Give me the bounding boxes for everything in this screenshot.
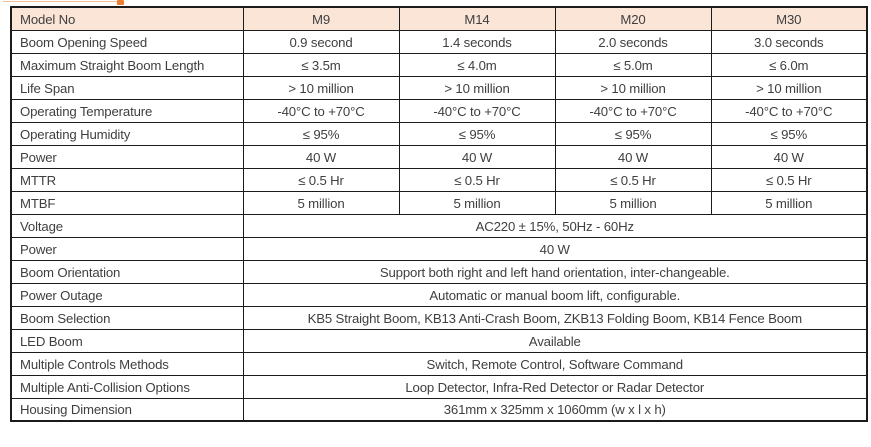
spec-value-cell-span: Support both right and left hand orientation, inter-changeable. (243, 260, 867, 283)
spec-label-cell: Life Span (11, 76, 243, 99)
spec-label-cell: Multiple Controls Methods (11, 352, 243, 375)
spec-value-cell: 5 million (399, 191, 555, 214)
spec-value-cell: -40°C to +70°C (399, 99, 555, 122)
spec-label-cell: Operating Temperature (11, 99, 243, 122)
spec-value-cell: ≤ 5.0m (555, 53, 711, 76)
table-row (11, 99, 867, 122)
spec-label-cell: MTTR (11, 168, 243, 191)
spec-value-cell: ≤ 95% (711, 122, 867, 145)
spec-label-cell: Boom Opening Speed (11, 30, 243, 53)
table-row (11, 398, 867, 421)
spec-value-cell: 5 million (243, 191, 399, 214)
table-row (11, 191, 867, 214)
table-row (11, 53, 867, 76)
spec-value-cell: ≤ 95% (555, 122, 711, 145)
spec-value-cell-span: Automatic or manual boom lift, configurable. (243, 283, 867, 306)
spec-label-cell: Housing Dimension (11, 398, 243, 421)
spec-value-cell: ≤ 0.5 Hr (711, 168, 867, 191)
table-row (11, 168, 867, 191)
spec-value-cell: ≤ 95% (243, 122, 399, 145)
spec-label-cell: Voltage (11, 214, 243, 237)
spec-value-cell: ≤ 0.5 Hr (399, 168, 555, 191)
spec-value-cell: > 10 million (243, 76, 399, 99)
spec-value-cell: 5 million (555, 191, 711, 214)
spec-label-cell: Power (11, 145, 243, 168)
spec-value-cell-span: Loop Detector, Infra-Red Detector or Radar Detector (243, 375, 867, 398)
spec-value-cell: ≤ 3.5m (243, 53, 399, 76)
spec-value-cell: -40°C to +70°C (243, 99, 399, 122)
spec-label-cell: Boom Selection (11, 306, 243, 329)
table-row (11, 237, 867, 260)
table-row (11, 145, 867, 168)
table-row (11, 352, 867, 375)
spec-value-cell: ≤ 6.0m (711, 53, 867, 76)
spec-value-cell: 40 W (399, 145, 555, 168)
table-row (11, 260, 867, 283)
spec-value-cell: 3.0 seconds (711, 30, 867, 53)
spec-value-cell-span: Available (243, 329, 867, 352)
spec-value-cell: -40°C to +70°C (555, 99, 711, 122)
spec-value-cell: -40°C to +70°C (711, 99, 867, 122)
column-header-model: M14 (399, 7, 555, 30)
clipped-heading-text-remnant (117, 0, 124, 5)
spec-value-cell-span: 361mm x 325mm x 1060mm (w x l x h) (243, 398, 867, 421)
spec-value-cell: ≤ 4.0m (399, 53, 555, 76)
spec-value-cell-span: AC220 ± 15%, 50Hz - 60Hz (243, 214, 867, 237)
column-header-model: M9 (243, 7, 399, 30)
spec-value-cell: 5 million (711, 191, 867, 214)
spec-value-cell-span: Switch, Remote Control, Software Command (243, 352, 867, 375)
spec-value-cell: 2.0 seconds (555, 30, 711, 53)
spec-label-cell: Boom Orientation (11, 260, 243, 283)
table-row (11, 76, 867, 99)
spec-value-cell: 0.9 second (243, 30, 399, 53)
column-header-model: M20 (555, 7, 711, 30)
spec-value-cell: 40 W (243, 145, 399, 168)
spec-value-cell: 1.4 seconds (399, 30, 555, 53)
spec-label-cell: Multiple Anti-Collision Options (11, 375, 243, 398)
spec-value-cell: ≤ 0.5 Hr (243, 168, 399, 191)
table-row (11, 329, 867, 352)
header-cell-model-no: Model No (11, 7, 243, 30)
spec-label-cell: MTBF (11, 191, 243, 214)
spec-label-cell: Operating Humidity (11, 122, 243, 145)
spec-label-cell: Power (11, 237, 243, 260)
spec-value-cell: > 10 million (711, 76, 867, 99)
table-row (11, 30, 867, 53)
table-row (11, 122, 867, 145)
clipped-heading-underline-remnant (3, 1, 123, 2)
spec-label-cell: Power Outage (11, 283, 243, 306)
spec-value-cell: 40 W (711, 145, 867, 168)
column-header-model: M30 (711, 7, 867, 30)
spec-value-cell-span: KB5 Straight Boom, KB13 Anti-Crash Boom, ZKB13 Folding Boom, KB14 Fence Boom (243, 306, 867, 329)
spec-value-cell: > 10 million (399, 76, 555, 99)
table-row (11, 375, 867, 398)
table-row (11, 306, 867, 329)
spec-value-cell: 40 W (555, 145, 711, 168)
table-header-row (11, 7, 867, 30)
table-row (11, 283, 867, 306)
spec-label-cell: Maximum Straight Boom Length (11, 53, 243, 76)
spec-value-cell: > 10 million (555, 76, 711, 99)
spec-value-cell-span: 40 W (243, 237, 867, 260)
spec-label-cell: LED Boom (11, 329, 243, 352)
specification-table (10, 6, 868, 422)
table-row (11, 214, 867, 237)
spec-value-cell: ≤ 0.5 Hr (555, 168, 711, 191)
spec-value-cell: ≤ 95% (399, 122, 555, 145)
